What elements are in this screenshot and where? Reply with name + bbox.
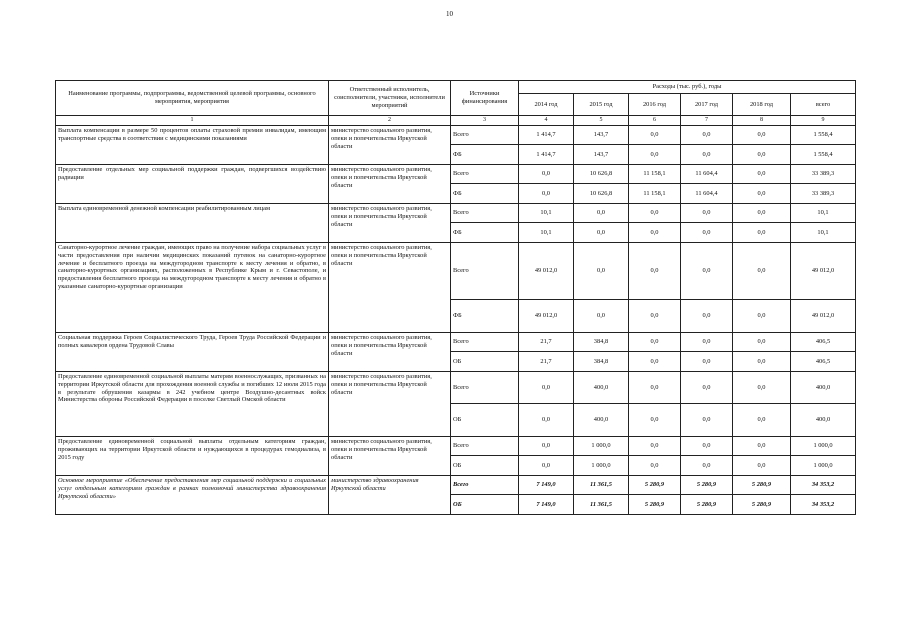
amount-year: 0,0 xyxy=(733,300,791,333)
amount-year: 0,0 xyxy=(681,333,733,352)
amount-year: 0,0 xyxy=(629,437,681,456)
amount-year: 0,0 xyxy=(519,404,574,437)
amount-year: 0,0 xyxy=(519,165,574,184)
funding-source: Всего xyxy=(451,126,519,145)
table-row xyxy=(56,243,856,300)
header-year: 2018 год xyxy=(733,94,791,116)
amount-year: 384,8 xyxy=(574,352,629,372)
amount-total: 34 353,2 xyxy=(791,495,856,515)
amount-year: 0,0 xyxy=(629,204,681,223)
amount-year: 11 158,1 xyxy=(629,165,681,184)
funding-source: Всего xyxy=(451,243,519,300)
funding-source: ОБ xyxy=(451,352,519,372)
amount-year: 0,0 xyxy=(629,352,681,372)
amount-year: 400,0 xyxy=(574,404,629,437)
amount-year: 0,0 xyxy=(733,404,791,437)
amount-year: 0,0 xyxy=(733,165,791,184)
amount-year: 1 414,7 xyxy=(519,126,574,145)
column-index: 8 xyxy=(733,116,791,126)
funding-source: Всего xyxy=(451,476,519,495)
amount-year: 143,7 xyxy=(574,126,629,145)
column-index: 7 xyxy=(681,116,733,126)
amount-total: 406,5 xyxy=(791,333,856,352)
responsible-executor: министерство социального развития, опеки и попечительства Иркутской области xyxy=(329,437,451,476)
table-row xyxy=(56,126,856,145)
header-total: всего xyxy=(791,94,856,116)
amount-year: 5 280,9 xyxy=(733,495,791,515)
amount-year: 0,0 xyxy=(681,300,733,333)
amount-year: 0,0 xyxy=(519,437,574,456)
amount-year: 0,0 xyxy=(733,352,791,372)
amount-year: 5 280,9 xyxy=(629,495,681,515)
amount-total: 33 389,3 xyxy=(791,165,856,184)
amount-year: 0,0 xyxy=(629,404,681,437)
amount-year: 5 280,9 xyxy=(629,476,681,495)
amount-year: 49 012,0 xyxy=(519,243,574,300)
amount-total: 1 000,0 xyxy=(791,456,856,476)
amount-year: 0,0 xyxy=(574,300,629,333)
column-index: 4 xyxy=(519,116,574,126)
header-responsible: Ответственный исполнитель, соисполнители, участники, исполнители мероприятий xyxy=(329,81,451,116)
amount-year: 0,0 xyxy=(629,243,681,300)
amount-year: 0,0 xyxy=(733,456,791,476)
amount-year: 0,0 xyxy=(733,333,791,352)
amount-year: 1 000,0 xyxy=(574,437,629,456)
amount-year: 0,0 xyxy=(733,204,791,223)
header-year: 2014 год xyxy=(519,94,574,116)
amount-year: 0,0 xyxy=(629,145,681,165)
responsible-executor: министерство здравоохранения Иркутской области xyxy=(329,476,451,515)
amount-total: 49 012,0 xyxy=(791,300,856,333)
amount-year: 0,0 xyxy=(733,243,791,300)
responsible-executor: министерство социального развития, опеки и попечительства Иркутской области xyxy=(329,204,451,243)
amount-total: 1 000,0 xyxy=(791,437,856,456)
amount-year: 0,0 xyxy=(681,456,733,476)
amount-year: 0,0 xyxy=(733,223,791,243)
amount-total: 1 558,4 xyxy=(791,145,856,165)
header-year: 2016 год xyxy=(629,94,681,116)
amount-year: 400,0 xyxy=(574,372,629,404)
funding-source: Всего xyxy=(451,165,519,184)
header-name: Наименование программы, подпрограммы, ведомственной целевой программы, основного мероприятия, мероприятия xyxy=(56,81,329,116)
column-index: 2 xyxy=(329,116,451,126)
amount-year: 0,0 xyxy=(681,223,733,243)
amount-year: 0,0 xyxy=(629,300,681,333)
amount-year: 0,0 xyxy=(681,372,733,404)
column-index: 6 xyxy=(629,116,681,126)
amount-year: 7 149,0 xyxy=(519,495,574,515)
funding-source: ОБ xyxy=(451,404,519,437)
header-year: 2015 год xyxy=(574,94,629,116)
funding-source: Всего xyxy=(451,437,519,456)
amount-year: 11 604,4 xyxy=(681,184,733,204)
funding-source: ФБ xyxy=(451,300,519,333)
column-index: 1 xyxy=(56,116,329,126)
amount-total: 400,0 xyxy=(791,404,856,437)
amount-year: 0,0 xyxy=(574,204,629,223)
amount-year: 11 604,4 xyxy=(681,165,733,184)
amount-year: 0,0 xyxy=(733,372,791,404)
table-row xyxy=(56,476,856,495)
amount-year: 0,0 xyxy=(733,184,791,204)
page-number: 10 xyxy=(446,10,453,18)
amount-year: 5 280,9 xyxy=(681,495,733,515)
amount-year: 0,0 xyxy=(574,243,629,300)
funding-source: ОБ xyxy=(451,456,519,476)
amount-year: 0,0 xyxy=(681,437,733,456)
amount-year: 1 000,0 xyxy=(574,456,629,476)
amount-year: 0,0 xyxy=(681,243,733,300)
funding-source: Всего xyxy=(451,333,519,352)
responsible-executor: министерство социального развития, опеки и попечительства Иркутской области xyxy=(329,126,451,165)
activity-name: Основное мероприятие «Обеспечение предоставления мер социальной поддержки и социальных услуг отдельным категориям граждан в рамках полномочий министерства здравоохранения Иркутской области» xyxy=(56,476,329,515)
table-row xyxy=(56,165,856,184)
column-index: 9 xyxy=(791,116,856,126)
funding-source: Всего xyxy=(451,204,519,223)
table-row xyxy=(56,333,856,352)
amount-year: 0,0 xyxy=(681,352,733,372)
amount-year: 0,0 xyxy=(681,404,733,437)
header-year: 2017 год xyxy=(681,94,733,116)
amount-year: 11 158,1 xyxy=(629,184,681,204)
amount-year: 10 626,8 xyxy=(574,165,629,184)
amount-year: 49 012,0 xyxy=(519,300,574,333)
activity-name: Санаторно-курортное лечение граждан, имеющих право на получение набора социальных услуг в части предоставления при наличии медицинских показаний путевок на санаторно-курортное лечение и бесплатного проезда на междугородном транспорте к месту лечения и обратно, в санаторно-курортных организациях, расположенных в Республике Крым и г. Севастополе, и предоставления бесплатного проезда на междугородном транспорте к месту лечения и обратно в указанные санаторно-курортные организации xyxy=(56,243,329,333)
responsible-executor: министерство социального развития, опеки и попечительства Иркутской области xyxy=(329,333,451,372)
amount-year: 0,0 xyxy=(519,372,574,404)
amount-year: 10 626,8 xyxy=(574,184,629,204)
expenses-table xyxy=(55,80,856,515)
responsible-executor: министерство социального развития, опеки и попечительства Иркутской области xyxy=(329,372,451,437)
header-expenses: Расходы (тыс. руб.), годы xyxy=(519,81,856,94)
activity-name: Предоставление единовременной социальной выплаты отдельным категориям граждан, проживающих на территории Иркутской области и нуждающихся в процедурах гемодиализа, в 2015 году xyxy=(56,437,329,476)
amount-year: 1 414,7 xyxy=(519,145,574,165)
amount-year: 10,1 xyxy=(519,204,574,223)
amount-year: 11 361,5 xyxy=(574,495,629,515)
amount-year: 11 361,5 xyxy=(574,476,629,495)
activity-name: Социальная поддержка Героев Социалистического Труда, Героев Труда Российской Федерации и полных кавалеров ордена Трудовой Славы xyxy=(56,333,329,372)
amount-year: 5 280,9 xyxy=(681,476,733,495)
header-source: Источники финансирования xyxy=(451,81,519,116)
amount-year: 0,0 xyxy=(629,456,681,476)
amount-total: 34 353,2 xyxy=(791,476,856,495)
amount-total: 10,1 xyxy=(791,223,856,243)
table-row xyxy=(56,204,856,223)
amount-year: 384,8 xyxy=(574,333,629,352)
amount-year: 0,0 xyxy=(733,145,791,165)
amount-year: 0,0 xyxy=(733,126,791,145)
amount-total: 10,1 xyxy=(791,204,856,223)
amount-year: 0,0 xyxy=(519,456,574,476)
amount-total: 1 558,4 xyxy=(791,126,856,145)
activity-name: Предоставление отдельных мер социальной поддержки граждан, подвергшихся воздействию радиации xyxy=(56,165,329,204)
responsible-executor: министерство социального развития, опеки и попечительства Иркутской области xyxy=(329,243,451,333)
activity-name: Выплата единовременной денежной компенсации реабилитированным лицам xyxy=(56,204,329,243)
table-row xyxy=(56,437,856,456)
amount-total: 406,5 xyxy=(791,352,856,372)
amount-year: 21,7 xyxy=(519,352,574,372)
amount-year: 143,7 xyxy=(574,145,629,165)
amount-year: 0,0 xyxy=(519,184,574,204)
amount-year: 0,0 xyxy=(681,126,733,145)
amount-year: 21,7 xyxy=(519,333,574,352)
funding-source: ФБ xyxy=(451,223,519,243)
amount-year: 5 280,9 xyxy=(733,476,791,495)
amount-total: 49 012,0 xyxy=(791,243,856,300)
amount-year: 0,0 xyxy=(574,223,629,243)
amount-year: 0,0 xyxy=(629,372,681,404)
amount-year: 0,0 xyxy=(681,204,733,223)
amount-year: 0,0 xyxy=(733,437,791,456)
column-index: 5 xyxy=(574,116,629,126)
amount-total: 400,0 xyxy=(791,372,856,404)
activity-name: Предоставление единовременной социальной выплаты матерям военнослужащих, призванных на территории Иркутской области для прохождения военной службы и погибших 12 июля 2015 года в результате обрушения казармы в 242 учебном центре Воздушно-десантных войск Министерства обороны Российской Федерации в поселке Светлый Омской области xyxy=(56,372,329,437)
amount-year: 0,0 xyxy=(629,333,681,352)
responsible-executor: министерство социального развития, опеки и попечительства Иркутской области xyxy=(329,165,451,204)
amount-total: 33 389,3 xyxy=(791,184,856,204)
amount-year: 7 149,0 xyxy=(519,476,574,495)
amount-year: 0,0 xyxy=(681,145,733,165)
amount-year: 10,1 xyxy=(519,223,574,243)
funding-source: Всего xyxy=(451,372,519,404)
activity-name: Выплата компенсации в размере 50 процентов оплаты страховой премии инвалидам, имеющим транспортные средства в соответствии с медицинскими показаниями xyxy=(56,126,329,165)
table-row xyxy=(56,372,856,404)
funding-source: ФБ xyxy=(451,184,519,204)
funding-source: ОБ xyxy=(451,495,519,515)
funding-source: ФБ xyxy=(451,145,519,165)
table-body xyxy=(56,126,856,515)
column-index: 3 xyxy=(451,116,519,126)
amount-year: 0,0 xyxy=(629,126,681,145)
amount-year: 0,0 xyxy=(629,223,681,243)
